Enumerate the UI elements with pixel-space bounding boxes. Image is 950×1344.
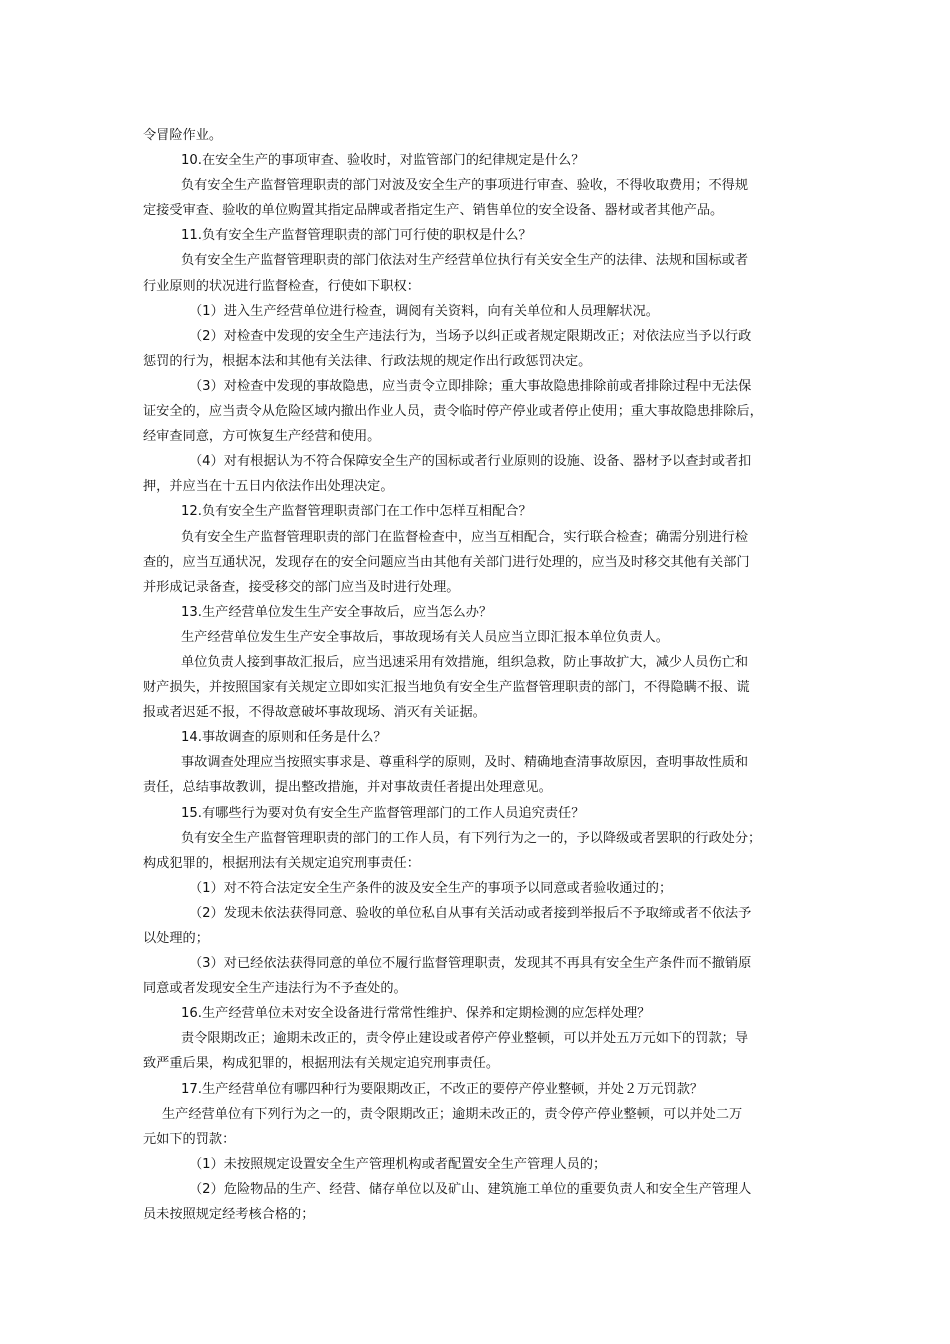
text-line: 负有安全生产监督管理职责的部门的工作人员，有下列行为之一的，予以降级或者罢职的行政处分； [181, 830, 762, 846]
text-line: （1）进入生产经营单位进行检查，调阅有关资料，向有关单位和人员理解状况。 [189, 303, 659, 319]
text-line: （1）未按照规定设置安全生产管理机构或者配置安全生产管理人员的； [189, 1156, 607, 1172]
text-line: 单位负责人接到事故汇报后，应当迅速采用有效措施，组织急救，防止事故扩大，减少人员伤亡和 [181, 654, 749, 670]
text-line: 经审查同意，方可恢复生产经营和使用。 [143, 429, 381, 445]
text-line: 押，并应当在十五日内依法作出处理决定。 [143, 479, 394, 495]
text-line: 16.生产经营单位未对安全设备进行常常性维护、保养和定期检测的应怎样处理？ [181, 1006, 651, 1022]
text-line: 查的，应当互通状况，发现存在的安全问题应当由其他有关部门进行处理的，应当及时移交其他有关部门 [143, 554, 750, 570]
text-line: 致严重后果，构成犯罪的，根据刑法有关规定追究刑事责任。 [143, 1056, 500, 1072]
text-line: 15.有哪些行为要对负有安全生产监督管理部门的工作人员追究责任？ [181, 805, 585, 821]
text-line: （2）对检查中发现的安全生产违法行为，当场予以纠正或者规定限期改正；对依法应当予以行政 [189, 328, 752, 344]
text-line: 责任，总结事故教训，提出整改措施，并对事故责任者提出处理意见。 [143, 780, 552, 796]
text-line: 13.生产经营单位发生生产安全事故后，应当怎么办？ [181, 604, 493, 620]
text-line: 同意或者发现安全生产违法行为不予查处的。 [143, 981, 407, 997]
text-line: （1）对不符合法定安全生产条件的波及安全生产的事项予以同意或者验收通过的； [189, 880, 673, 896]
text-line: 报或者迟延不报，不得故意破坏事故现场、消灭有关证据。 [143, 705, 486, 721]
text-line: 事故调查处理应当按照实事求是、尊重科学的原则，及时、精确地查清事故原因，查明事故性质和 [181, 755, 749, 771]
text-line: 财产损失，并按照国家有关规定立即如实汇报当地负有安全生产监督管理职责的部门，不得隐瞒不报、谎 [143, 680, 750, 696]
text-line: 负有安全生产监督管理职责的部门对波及安全生产的事项进行审查、验收，不得收取费用；不得规 [181, 178, 749, 194]
text-line: （2）发现未依法获得同意、验收的单位私自从事有关活动或者接到举报后不予取缔或者不依法予 [189, 905, 752, 921]
text-line: 负有安全生产监督管理职责的部门在监督检查中，应当互相配合，实行联合检查；确需分别进行检 [181, 529, 749, 545]
text-line: 证安全的，应当责令从危险区域内撤出作业人员，责令临时停产停业或者停止使用；重大事故隐患排除后， [143, 404, 763, 420]
text-line: 并形成记录备查，接受移交的部门应当及时进行处理。 [143, 579, 460, 595]
text-line: 14.事故调查的原则和任务是什么？ [181, 730, 387, 746]
text-line: 12.负有安全生产监督管理职责部门在工作中怎样互相配合？ [181, 504, 532, 520]
text-line: 行业原则的状况进行监督检查，行使如下职权： [143, 278, 420, 294]
text-line: 定接受审查、验收的单位购置其指定品牌或者指定生产、销售单位的安全设备、器材或者其他产品。 [143, 203, 724, 219]
text-line: 10.在安全生产的事项审查、验收时，对监管部门的纪律规定是什么？ [181, 153, 585, 169]
text-line: 令冒险作业。 [143, 128, 223, 143]
text-line: 17.生产经营单位有哪四种行为要限期改正，不改正的要停产停业整顿，并处２万元罚款？ [181, 1081, 704, 1097]
text-line: 负有安全生产监督管理职责的部门依法对生产经营单位执行有关安全生产的法律、法规和国标或者 [181, 253, 749, 269]
text-line: 构成犯罪的，根据刑法有关规定追究刑事责任： [143, 855, 420, 871]
text-line: 员未按照规定经考核合格的； [143, 1207, 315, 1223]
text-line: 惩罚的行为，根据本法和其他有关法律、行政法规的规定作出行政惩罚决定。 [143, 353, 592, 369]
text-line: （3）对已经依法获得同意的单位不履行监督管理职责，发现其不再具有安全生产条件而不撤销原 [189, 956, 752, 972]
text-line: 以处理的； [143, 931, 209, 946]
text-line: 生产经营单位有下列行为之一的，责令限期改正；逾期未改正的，责令停产停业整顿，可以并处二万 [162, 1106, 743, 1122]
text-line: （4）对有根据认为不符合保障安全生产的国标或者行业原则的设施、设备、器材予以查封或者扣 [189, 454, 752, 470]
text-line: 生产经营单位发生生产安全事故后，事故现场有关人员应当立即汇报本单位负责人。 [181, 629, 669, 645]
text-line: 责令限期改正；逾期未改正的，责令停止建设或者停产停业整顿，可以并处五万元如下的罚款；导 [181, 1031, 749, 1047]
text-line: （3）对检查中发现的事故隐患，应当责令立即排除；重大事故隐患排除前或者排除过程中无法保 [189, 378, 752, 394]
text-line: 11.负有安全生产监督管理职责的部门可行使的职权是什么？ [181, 228, 532, 244]
text-line: 元如下的罚款： [143, 1131, 236, 1147]
text-line: （2）危险物品的生产、经营、储存单位以及矿山、建筑施工单位的重要负责人和安全生产管理人 [189, 1181, 752, 1197]
